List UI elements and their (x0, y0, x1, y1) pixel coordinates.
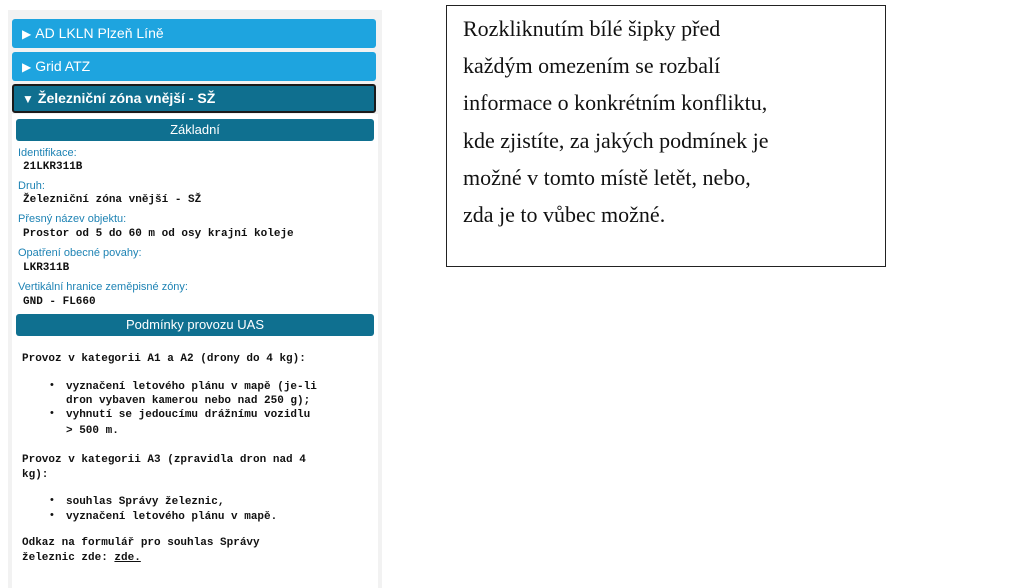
consent-form-link[interactable]: zde. (114, 552, 141, 564)
bullet-icon: • (50, 509, 54, 521)
uas-link-line-1: Odkaz na formulář pro souhlas Správy (22, 537, 260, 549)
callout-line-2: každým omezením se rozbalí (463, 53, 721, 78)
triangle-down-icon: ▼ (22, 92, 34, 106)
field-value-measure: LKR311B (23, 262, 70, 274)
triangle-right-icon: ▶ (22, 60, 32, 74)
uas-a1a2-title: Provoz v kategorii A1 a A2 (drony do 4 kg): (22, 353, 306, 365)
callout-line-4: kde zjistíte, za jakých podmínek je (463, 128, 769, 153)
callout-line-5: možné v tomto místě letět, nebo, (463, 165, 751, 190)
uas-a3-title-line-2: kg): (22, 469, 49, 481)
callout-line-1: Rozkliknutím bílé šipky před (463, 16, 721, 41)
accordion-item-label: Železniční zóna vnější - SŽ (37, 90, 216, 106)
field-value-object-name: Prostor od 5 do 60 m od osy krajní koleje (23, 228, 294, 240)
callout-line-6: zda je to vůbec možné. (463, 202, 666, 227)
accordion-item-railway-zone[interactable] (12, 84, 376, 113)
field-label-object-name: Přesný název objektu: (18, 213, 127, 225)
field-value-type: Železniční zóna vnější - SŽ (23, 194, 202, 206)
field-value-identification: 21LKR311B (23, 161, 83, 173)
field-label-measure: Opatření obecné povahy: (18, 247, 142, 259)
uas-link-prefix: železnic zde: (22, 552, 115, 564)
triangle-right-icon: ▶ (22, 27, 32, 41)
accordion-item-grid-atz[interactable] (12, 52, 376, 81)
uas-a1a2-bullet-2-line-2: > 500 m. (66, 425, 119, 437)
field-label-vertical-limits: Vertikální hranice zeměpisné zóny: (18, 281, 188, 293)
bullet-icon: • (50, 407, 54, 419)
uas-a1a2-bullet-2-line-1: vyhnutí se jedoucímu drážnímu vozidlu (66, 409, 311, 421)
uas-a3-bullet-2: vyznačení letového plánu v mapě. (66, 511, 278, 523)
instruction-callout (446, 5, 886, 267)
uas-a1a2-bullet-1-line-2: dron vybaven kamerou nebo nad 250 g); (66, 395, 311, 407)
section-header-uas-conditions: Podmínky provozu UAS (16, 314, 374, 336)
callout-line-3: informace o konkrétním konfliktu, (463, 90, 768, 115)
field-value-vertical-limits: GND - FL660 (23, 296, 96, 308)
bullet-icon: • (50, 379, 54, 391)
zone-details (12, 114, 378, 588)
uas-link-line-2 (22, 551, 141, 565)
field-label-type: Druh: (18, 180, 45, 192)
uas-a3-bullet-1: souhlas Správy železnic, (66, 496, 225, 508)
section-header-basic: Základní (16, 119, 374, 141)
bullet-icon: • (50, 494, 54, 506)
accordion-item-label: AD LKLN Plzeň Líně (35, 25, 164, 41)
accordion-item-ad-lkln[interactable] (12, 19, 376, 48)
uas-a1a2-bullet-1-line-1: vyznačení letového plánu v mapě (je-li (66, 381, 317, 393)
field-label-identification: Identifikace: (18, 147, 77, 159)
accordion-item-label: Grid ATZ (35, 58, 91, 74)
uas-a3-title-line-1: Provoz v kategorii A3 (zpravidla dron nad 4 (22, 454, 306, 466)
